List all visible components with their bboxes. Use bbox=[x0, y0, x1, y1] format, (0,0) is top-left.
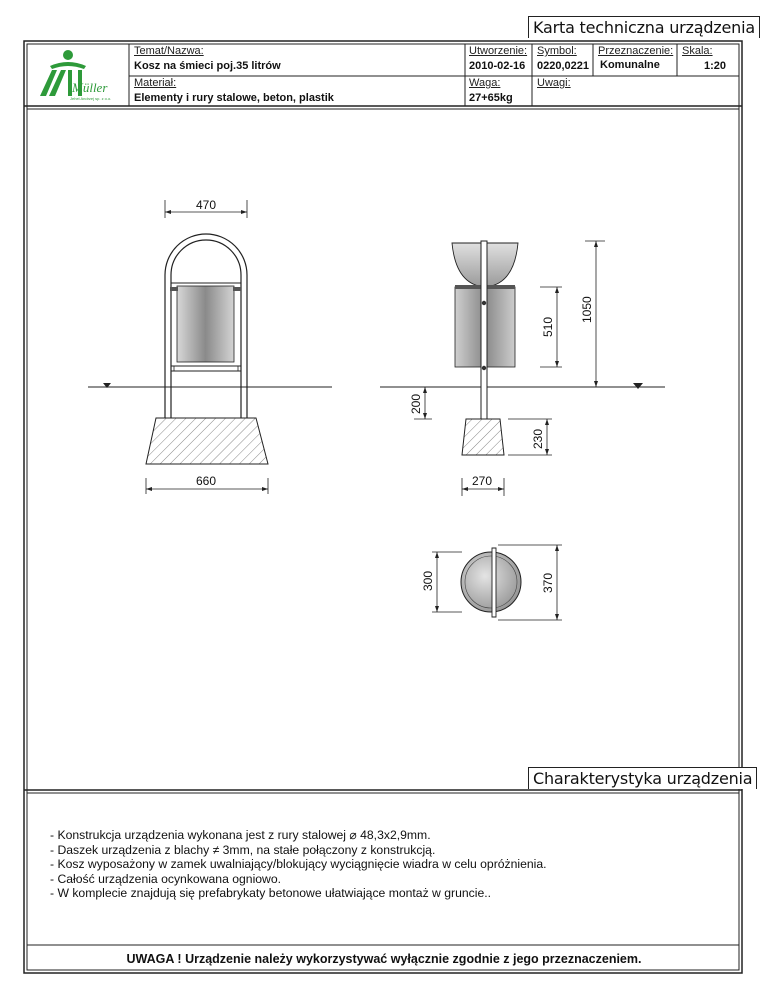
logo-tagline: Jehel Andrzej sp. z o.o. bbox=[70, 96, 112, 101]
list-item: - Kosz wyposażony w zamek uwalniający/blokujący wyciągnięcie wiadra w celu opróżnienia. bbox=[50, 857, 547, 872]
dim-front-base-width: 660 bbox=[196, 474, 217, 488]
created-value: 2010-02-16 bbox=[469, 60, 526, 72]
list-item: - Daszek urządzenia z blachy ≠ 3mm, na stałe połączony z konstrukcją. bbox=[50, 842, 436, 857]
dim-side-base-width: 270 bbox=[472, 474, 493, 488]
notes-label: Uwagi: bbox=[537, 77, 571, 89]
dim-side-total-height: 1050 bbox=[580, 296, 594, 323]
weight-value: 27+65kg bbox=[469, 92, 513, 104]
characteristics-list bbox=[50, 828, 547, 901]
topic-value: Kosz na śmieci poj.35 litrów bbox=[134, 60, 281, 72]
list-item: - Konstrukcja urządzenia wykonana jest z rury stalowej ⌀ 48,3x2,9mm. bbox=[50, 828, 431, 842]
created-label: Utworzenie: bbox=[469, 45, 528, 57]
top-view bbox=[421, 545, 562, 620]
dim-front-top-width: 470 bbox=[196, 198, 217, 212]
list-item: - Całość urządzenia ocynkowana ogniowo. bbox=[50, 871, 282, 886]
dim-top-bin-depth: 300 bbox=[421, 570, 435, 591]
usage-warning: UWAGA ! Urządzenie należy wykorzystywać wyłącznie zgodnie z jego przeznaczeniem. bbox=[126, 952, 642, 966]
scale-value: 1:20 bbox=[704, 60, 727, 72]
symbol-value: 0220,0221 bbox=[537, 60, 589, 72]
topic-label: Temat/Nazwa: bbox=[134, 45, 204, 57]
symbol-label: Symbol: bbox=[537, 45, 577, 57]
material-label: Materiał: bbox=[134, 77, 177, 89]
purpose-label: Przeznaczenie: bbox=[598, 45, 674, 57]
purpose-value: Komunalne bbox=[600, 59, 660, 71]
dim-side-foundation: 200 bbox=[409, 393, 423, 414]
material-value: Elementy i rury stalowe, beton, plastik bbox=[134, 92, 334, 104]
weight-label: Waga: bbox=[469, 77, 501, 89]
front-view bbox=[88, 198, 332, 494]
sheet-title: Karta techniczna urządzenia bbox=[528, 16, 760, 38]
section-title: Charakterystyka urządzenia bbox=[528, 767, 757, 789]
dim-side-base-height: 230 bbox=[531, 428, 545, 449]
logo-brand: Müller bbox=[72, 80, 108, 95]
scale-label: Skala: bbox=[682, 45, 713, 57]
dim-side-bin-height: 510 bbox=[541, 316, 555, 337]
side-view bbox=[380, 241, 665, 496]
dim-top-total-depth: 370 bbox=[541, 572, 555, 593]
list-item: - W komplecie znajdują się prefabrykaty betonowe ułatwiające montaż w gruncie.. bbox=[50, 886, 491, 901]
